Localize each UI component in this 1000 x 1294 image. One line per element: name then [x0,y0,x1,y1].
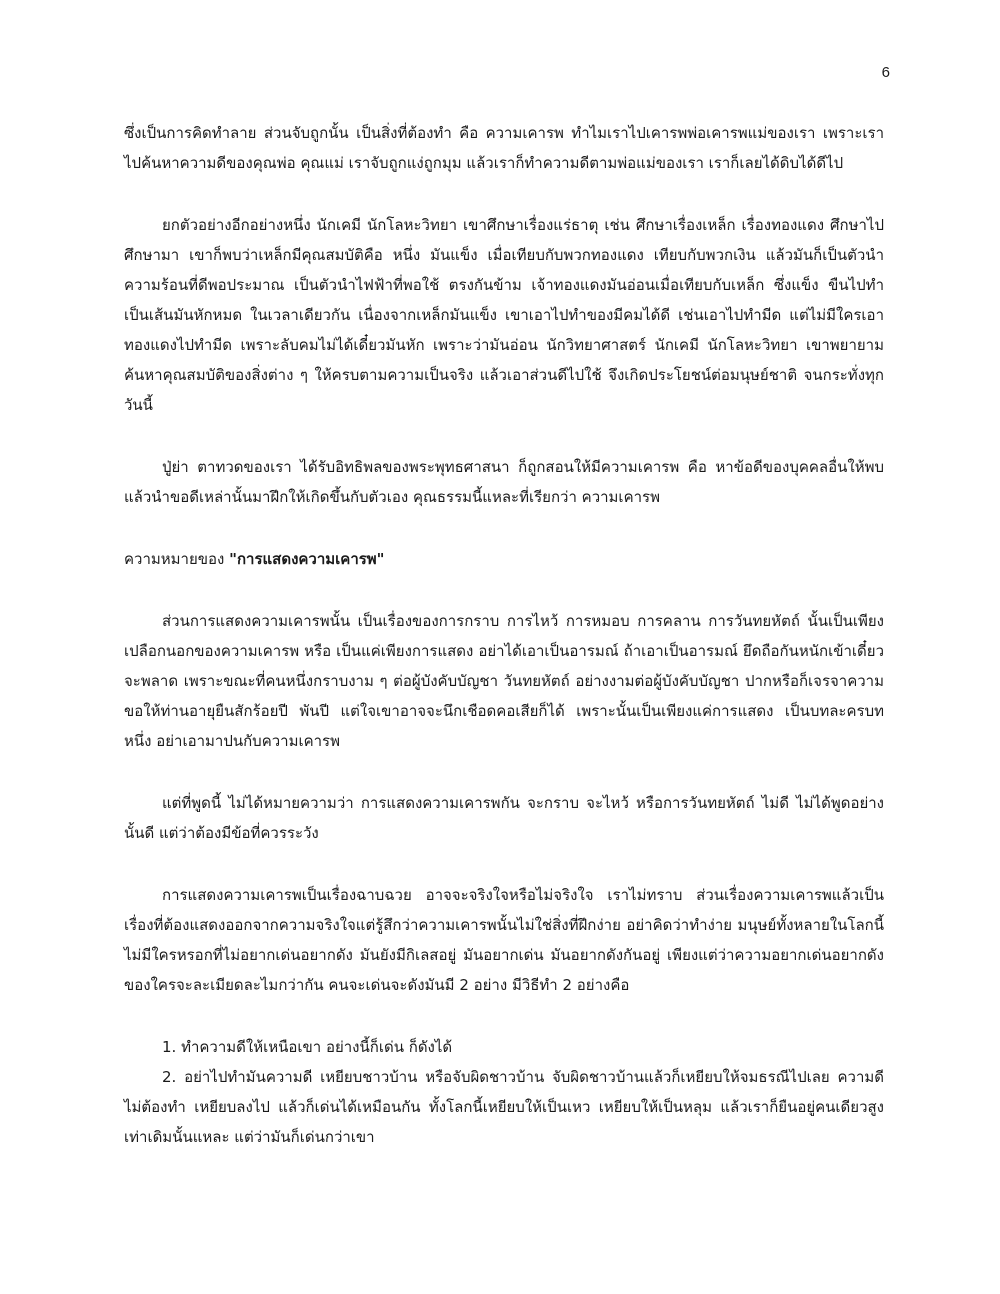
paragraph-1: ซึ่งเป็นการคิดทำลาย ส่วนจับถูกนั้น เป็นสิ่งที่ต้องทำ คือ ความเคารพ ทำไมเราไปเคารพพ่อเคารพแม่ของเรา เพราะเราไปค้นหาความดีของคุณพ่อ คุณแม่ เราจับถูกแง่ถูกมุม แล้วเราก็ทำความดีตามพ่อแม่ของเรา เราก็เลยได้ดิบได้ดีไป [124,124,884,172]
list-item-1: 1. ทำความดีให้เหนือเขา อย่างนี้ก็เด่น ก็ดังได้ [162,1038,453,1056]
list-item-2: 2. อย่าไปทำมันความดี เหยียบชาวบ้าน หรือจับผิดชาวบ้าน จับผิดชาวบ้านแล้วก็เหยียบให้จมธรณีไปเลย ความดีไม่ต้องทำ เหยียบลงไป แล้วก็เด่นได้เหมือนกัน ทั้งโลกนี้เหยียบให้เป็นเหว เหยียบให้เป็นหลุม แล้วเราก็ยืนอยู่คนเดียวสูงเท่าเดิมนั้นแหละ แต่ว่ามันก็เด่นกว่าเขา [124,1068,884,1146]
paragraph-3: ปู่ย่า ตาทวดของเรา ได้รับอิทธิพลของพระพุทธศาสนา ก็ถูกสอนให้มีความเคารพ คือ หาข้อดีของบุคคลอื่นให้พบ แล้วนำขอดีเหล่านั้นมาฝึกให้เกิดขึ้นกับตัวเอง คุณธรรมนี้แหละที่เรียกว่า ความเคารพ [124,458,884,506]
heading-prefix: ความหมายของ [124,550,230,568]
heading-bold: "การแสดงความเคารพ" [229,550,385,568]
paragraph-4: ส่วนการแสดงความเคารพนั้น เป็นเรื่องของการกราบ การไหว้ การหมอบ การคลาน การวันทยหัตถ์ นั้นเป็นเพียงเปลือกนอกของความเคารพ หรือ เป็นแค่เพียงการแสดง อย่าได้เอาเป็นอารมณ์ ถ้าเอาเป็นอารมณ์ ยึดถือกันหนักเข้าเดี๋ยวจะพลาด เพราะขณะที่คนหนึ่งกราบงาม ๆ ต่อผู้บังคับบัญชา วันทยหัตถ์ อย่างงามต่อผู้บังคับบัญชา ปากหรือก็เจรจาความ ขอให้ท่านอายุยืนสักร้อยปี พันปี แต่ใจเขาอาจจะนึกเชือดคอเสียก็ได้ เพราะนั้นเป็นเพียงแค่การแสดง เป็นบทละครบทหนึ่ง อย่าเอามาปนกับความเคารพ [124,612,884,750]
section-heading [124,544,884,574]
paragraph-2: ยกตัวอย่างอีกอย่างหนึ่ง นักเคมี นักโลหะวิทยา เขาศึกษาเรื่องแร่ธาตุ เช่น ศึกษาเรื่องเหล็ก เรื่องทองแดง ศึกษาไปศึกษามา เขาก็พบว่าเหล็กมีคุณสมบัติคือ หนึ่ง มันแข็ง เมื่อเทียบกับพวกทองแดง เทียบกับพวกเงิน แล้วมันก็เป็นตัวนำความร้อนที่ดีพอประมาณ เป็นตัวนำไฟฟ้าที่พอใช้ ตรงกันข้าม เจ้าทองแดงมันอ่อนเมื่อเทียบกับเหล็ก ซึ่งแข็ง ขืนไปทำเป็นเส้นมันหักหมด ในเวลาเดียวกัน เนื่องจากเหล็กมันแข็ง เขาเอาไปทำของมีคมได้ดี เช่นเอาไปทำมีด แต่ไม่มีใครเอาทองแดงไปทำมีด เพราะลับคมไม่ได้เดี๋ยวมันหัก เพราะว่ามันอ่อน นักวิทยาศาสตร์ นักเคมี นักโลหะวิทยา เขาพยายามค้นหาคุณสมบัติของสิ่งต่าง ๆ ให้ครบตามความเป็นจริง แล้วเอาส่วนดีไปใช้ จึงเกิดประโยชน์ต่อมนุษย์ชาติ จนกระทั่งทุกวันนี้ [124,216,884,414]
document-body [124,118,884,1152]
paragraph-6: การแสดงความเคารพเป็นเรื่องฉาบฉวย อาจจะจริงใจหรือไม่จริงใจ เราไม่ทราบ ส่วนเรื่องความเคารพแล้วเป็นเรื่องที่ต้องแสดงออกจากความจริงใจแต่รู้สึกว่าความเคารพนั้นไม่ใช่สิ่งที่ฝึกง่าย อย่าคิดว่าทำง่าย มนุษย์ทั้งหลายในโลกนี้ไม่มีใครหรอกที่ไม่อยากเด่นอยากดัง มันยังมีกิเลสอยู่ มันอยากเด่น มันอยากดังกันอยู่ เพียงแต่ว่าความอยากเด่นอยากดังของใครจะละเมียดละไมกว่ากัน คนจะเด่นจะดังมันมี 2 อย่าง มีวิธีทำ 2 อย่างคือ [124,886,884,994]
page-number: 6 [881,64,890,81]
paragraph-5: แต่ที่พูดนี้ ไม่ได้หมายความว่า การแสดงความเคารพกัน จะกราบ จะไหว้ หรือการวันทยหัตถ์ ไม่ดี ไม่ได้พูดอย่างนั้นดี แต่ว่าต้องมีข้อที่ควรระวัง [124,794,884,842]
